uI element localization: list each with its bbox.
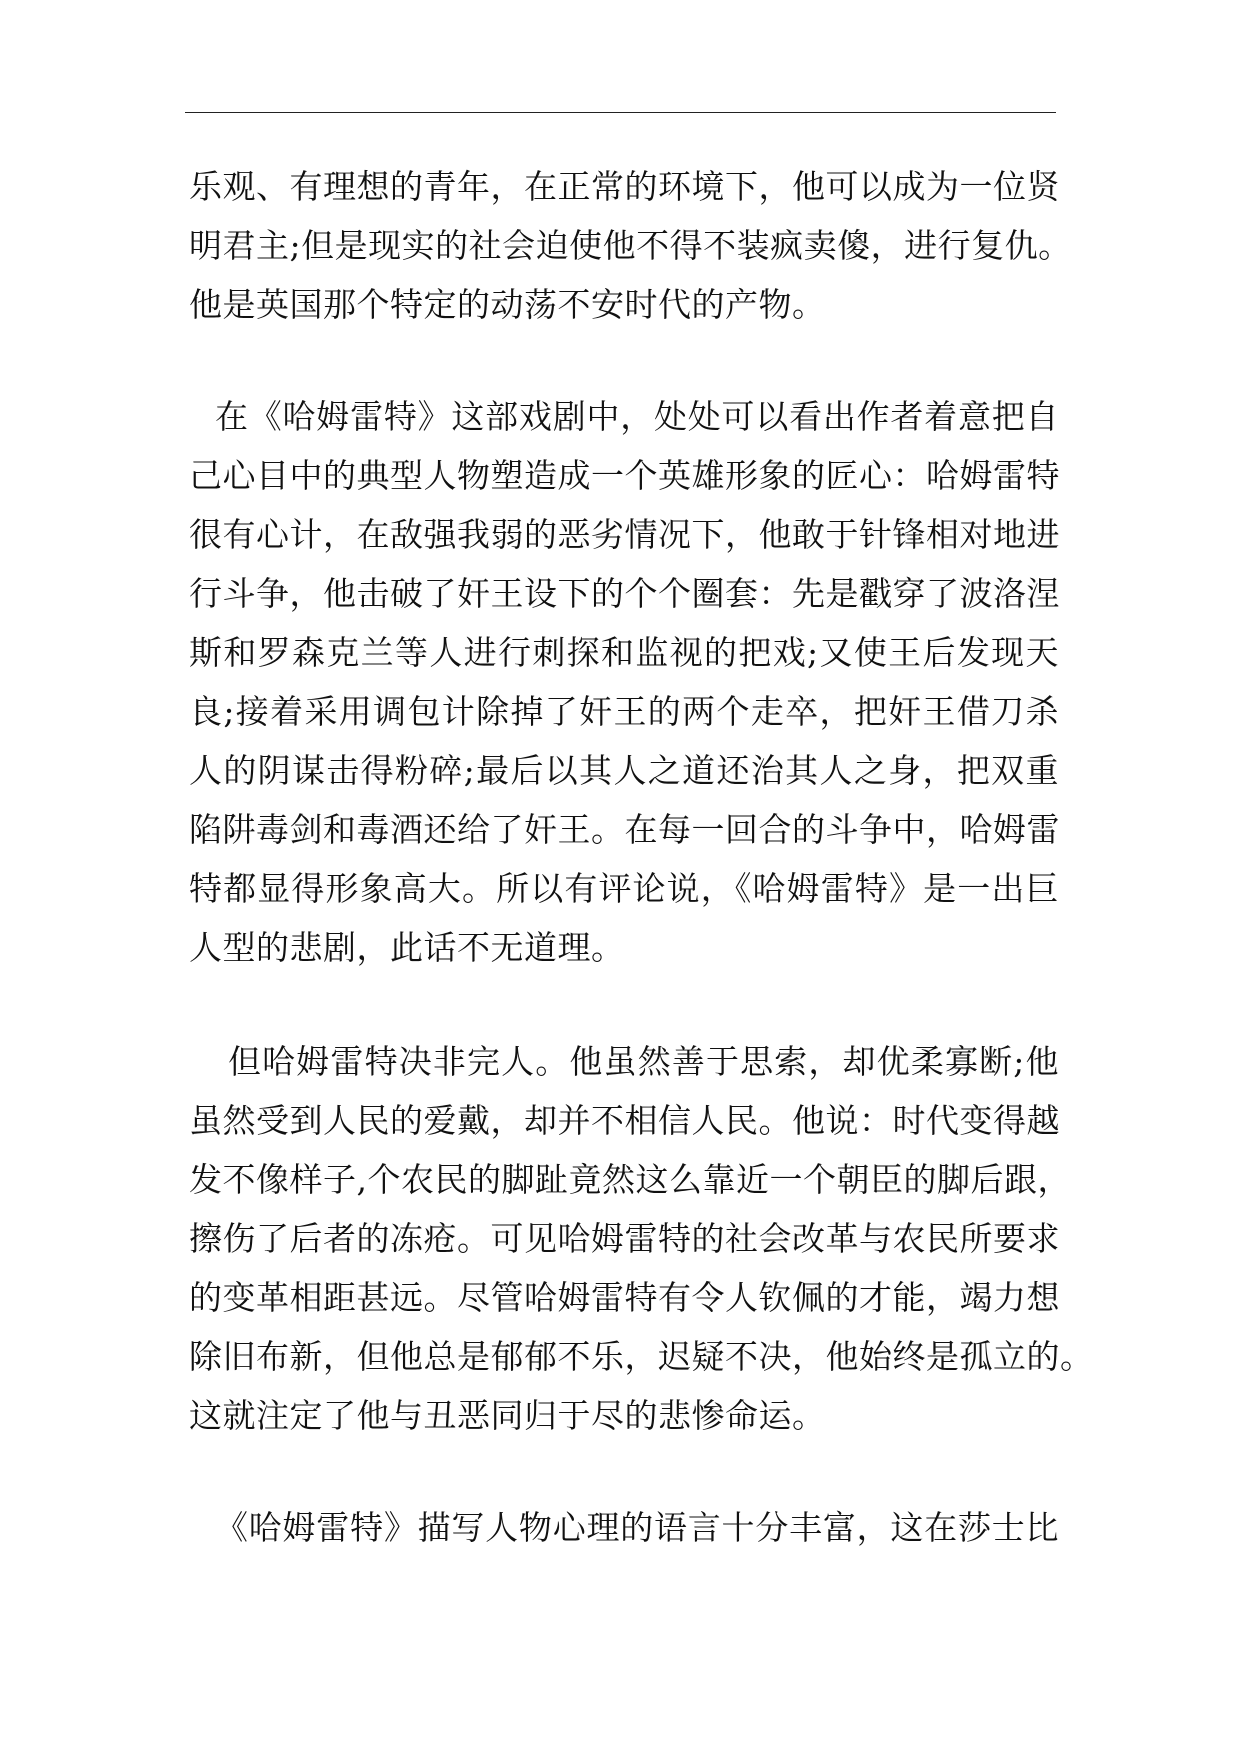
text-line: 明君主;但是现实的社会迫使他不得不装疯卖傻，进行复仇。 [189, 226, 1072, 265]
text-line: 己心目中的典型人物塑造成一个英雄形象的匠心：哈姆雷特 [189, 456, 1060, 495]
text-line: 良;接着采用调包计除掉了奸王的两个走卒，把奸王借刀杀 [189, 692, 1059, 731]
text-line: 除旧布新，但他总是郁郁不乐，迟疑不决，他始终是孤立的。 [189, 1337, 1094, 1376]
text-line: 但哈姆雷特决非完人。他虽然善于思索，却优柔寡断;他 [228, 1042, 1059, 1081]
text-line: 行斗争，他击破了奸王设下的个个圈套：先是戳穿了波洛涅 [189, 574, 1060, 613]
text-line: 擦伤了后者的冻疮。可见哈姆雷特的社会改革与农民所要求 [189, 1219, 1060, 1258]
header-rule [185, 112, 1056, 113]
text-line: 在《哈姆雷特》这部戏剧中，处处可以看出作者着意把自 [215, 397, 1059, 436]
text-line: 陷阱毒剑和毒酒还给了奸王。在每一回合的斗争中，哈姆雷 [189, 810, 1060, 849]
text-line: 斯和罗森克兰等人进行刺探和监视的把戏;又使王后发现天 [189, 633, 1059, 672]
text-line: 《哈姆雷特》描写人物心理的语言十分丰富，这在莎士比 [215, 1508, 1059, 1547]
text-line: 很有心计，在敌强我弱的恶劣情况下，他敢于针锋相对地进 [189, 515, 1060, 554]
text-line: 发不像样子,个农民的脚趾竟然这么靠近一个朝臣的脚后跟， [189, 1160, 1071, 1199]
text-line: 虽然受到人民的爱戴，却并不相信人民。他说：时代变得越 [189, 1101, 1060, 1140]
text-line: 特都显得形象高大。所以有评论说，《哈姆雷特》是一出巨 [189, 869, 1059, 908]
text-line: 人型的悲剧，此话不无道理。 [189, 928, 625, 967]
text-line: 他是英国那个特定的动荡不安时代的产物。 [189, 285, 826, 324]
text-line: 这就注定了他与丑恶同归于尽的悲惨命运。 [189, 1396, 826, 1435]
text-line: 乐观、有理想的青年，在正常的环境下，他可以成为一位贤 [189, 167, 1060, 206]
text-line: 人的阴谋击得粉碎;最后以其人之道还治其人之身，把双重 [189, 751, 1059, 790]
text-line: 的变革相距甚远。尽管哈姆雷特有令人钦佩的才能，竭力想 [189, 1278, 1060, 1317]
